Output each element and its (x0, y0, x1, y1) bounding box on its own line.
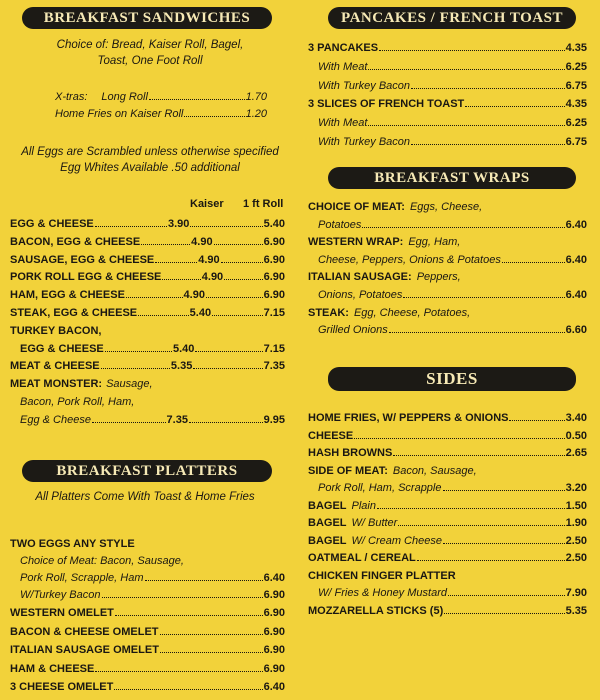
item-name: HOME FRIES, W/ PEPPERS & ONIONS (308, 412, 509, 424)
menu-row (308, 515, 587, 531)
dot-leader (411, 144, 565, 145)
item-desc: Bacon, Pork Roll, Ham, (20, 396, 135, 408)
section-header-breakfast-wraps: BREAKFAST WRAPS (328, 167, 576, 189)
item-desc: Bacon, Sausage, (392, 464, 477, 477)
dot-leader (193, 368, 262, 369)
item-name: BAGEL (308, 499, 347, 512)
menu-row (308, 568, 456, 584)
item-price: 6.90 (263, 607, 285, 619)
item-price: 6.75 (565, 79, 587, 92)
price-foot-roll: 6.90 (263, 271, 285, 284)
item-price: 1.50 (565, 499, 587, 512)
item-name: 3 SLICES OF FRENCH TOAST (308, 98, 465, 111)
dot-leader (114, 689, 262, 690)
price-kaiser: 4.90 (191, 235, 213, 248)
section-header-breakfast-sandwiches: BREAKFAST SANDWICHES (22, 7, 272, 29)
dot-leader (509, 420, 564, 421)
dot-leader (102, 597, 263, 598)
section-header-breakfast-platters: BREAKFAST PLATTERS (22, 460, 272, 482)
menu-row (308, 96, 587, 112)
dot-leader (160, 652, 263, 653)
dot-leader (95, 671, 262, 672)
dot-leader (162, 279, 200, 280)
sandwich-row (10, 252, 285, 268)
dot-leader (411, 88, 565, 89)
menu-row (308, 40, 587, 56)
menu-row (318, 287, 587, 303)
dot-leader (368, 69, 564, 70)
menu-row (318, 217, 587, 233)
xtra-price: 1.70 (245, 91, 267, 103)
platter-row (10, 642, 285, 658)
price-kaiser: 5.40 (189, 307, 212, 319)
platter-choice-meat-2 (20, 570, 285, 586)
sandwich-row (10, 216, 285, 232)
dot-leader (145, 580, 263, 581)
platter-choice-meat (20, 553, 184, 569)
item-desc: Sausage, (106, 378, 153, 391)
menu-row (318, 134, 587, 150)
item-name: HAM & CHEESE (10, 662, 95, 675)
item-price: 3.40 (565, 412, 587, 424)
menu-row (318, 78, 587, 94)
item-name: CHEESE (308, 429, 354, 442)
item-desc: Onions, Potatoes (318, 289, 403, 301)
item-desc: W/ Fries & Honey Mustard (318, 587, 447, 599)
xtra-price: 1.20 (245, 108, 267, 120)
xtras-label: X-tras: (55, 91, 88, 103)
platter-row (10, 679, 285, 695)
item-name: STEAK, EGG & CHEESE (10, 307, 138, 319)
item-name: ITALIAN SAUSAGE OMELET (10, 644, 159, 656)
dot-leader (214, 244, 263, 245)
item-name: SIDE OF MEAT: (308, 464, 388, 477)
dot-leader (160, 634, 263, 635)
item-desc: W/ Cream Cheese (351, 534, 442, 547)
egg-note-line-1: All Eggs are Scrambled unless otherwise specified (21, 146, 279, 158)
item-name: BACON, EGG & CHEESE (10, 235, 141, 248)
dot-leader (126, 297, 183, 298)
item-name: WESTERN OMELET (10, 607, 114, 619)
menu-row (308, 603, 587, 619)
sandwich-row (10, 234, 285, 250)
item-desc: Eggs, Cheese, (409, 201, 483, 213)
item-name: STEAK: (308, 306, 349, 319)
xtra-name: Long Roll (101, 91, 148, 103)
item-desc: W/ Butter (351, 517, 398, 529)
column-header-kaiser: Kaiser (190, 198, 224, 210)
sandwich-row (10, 358, 285, 374)
item-price: 4.35 (565, 98, 587, 111)
dot-leader (184, 116, 244, 117)
dot-leader (417, 560, 565, 561)
dot-leader (389, 332, 565, 333)
menu-row (308, 410, 587, 426)
item-name: 3 CHEESE OMELET (10, 681, 114, 693)
price-foot-roll: 5.40 (263, 218, 285, 230)
item-price: 6.90 (263, 589, 285, 601)
dot-leader (362, 227, 564, 228)
menu-row (308, 234, 460, 250)
item-desc: Potatoes (318, 218, 362, 231)
item-name: BAGEL (308, 534, 347, 547)
choice-line-2: Toast, One Foot Roll (97, 55, 203, 67)
sandwich-row (10, 269, 285, 285)
item-price: 4.35 (565, 42, 587, 54)
dot-leader (444, 613, 564, 614)
item-desc: Choice of Meat: Bacon, Sausage, (20, 555, 184, 567)
item-price: 6.25 (565, 117, 587, 130)
item-name: CHOICE OF MEAT: (308, 201, 405, 213)
sandwich-row (10, 323, 101, 339)
platter-row (10, 624, 285, 640)
item-price: 2.65 (565, 447, 587, 459)
price-kaiser: 4.90 (201, 271, 224, 284)
section-header-sides: SIDES (328, 367, 576, 391)
dot-leader (195, 351, 262, 352)
choice-line-1: Choice of: Bread, Kaiser Roll, Bagel, (56, 39, 244, 51)
sandwich-row (10, 376, 153, 392)
menu-row (308, 199, 482, 215)
menu-row (308, 498, 587, 514)
price-kaiser: 7.35 (166, 413, 188, 426)
item-desc: Pork Roll, Ham, Scrapple (318, 482, 442, 494)
item-name: TURKEY BACON, (10, 324, 102, 337)
item-name: EGG & CHEESE (10, 218, 94, 230)
dot-leader (105, 351, 172, 352)
menu-row (308, 533, 587, 549)
price-kaiser: 5.35 (170, 360, 193, 373)
item-name: With Turkey Bacon (318, 136, 411, 148)
item-name: CHICKEN FINGER PLATTER (308, 569, 456, 582)
sandwich-row (20, 394, 134, 410)
item-name: MEAT & CHEESE (10, 360, 100, 373)
dot-leader (443, 490, 565, 491)
menu-row (318, 115, 587, 131)
sandwich-choice-note (0, 37, 300, 69)
dot-leader (190, 226, 262, 227)
dot-leader (221, 262, 263, 263)
dot-leader (115, 615, 263, 616)
price-foot-roll: 6.90 (263, 253, 286, 266)
item-price: 6.60 (565, 324, 587, 337)
item-desc: Egg, Cheese, Potatoes, (353, 306, 471, 319)
sandwich-row (10, 287, 285, 303)
dot-leader (138, 315, 189, 316)
dot-leader (465, 106, 564, 107)
item-name: OATMEAL / CEREAL (308, 552, 416, 564)
item-desc: Egg, Ham, (408, 236, 461, 249)
sandwich-row (20, 412, 285, 428)
menu-row (308, 445, 587, 461)
item-name: ITALIAN SAUSAGE: (308, 271, 412, 284)
platter-row (10, 605, 285, 621)
item-name: With Turkey Bacon (318, 79, 411, 92)
dot-leader (448, 595, 565, 596)
column-header-one-foot-roll: 1 ft Roll (243, 198, 284, 210)
item-desc: Plain (351, 499, 376, 512)
sandwich-row (20, 341, 285, 357)
price-kaiser: 4.90 (198, 253, 220, 266)
price-foot-roll: 6.90 (263, 235, 285, 248)
egg-note (0, 144, 300, 176)
price-foot-roll: 9.95 (263, 413, 285, 426)
xtra-long-roll (55, 89, 267, 105)
menu-row (308, 269, 461, 285)
item-price: 6.90 (263, 625, 285, 638)
menu-row (318, 322, 587, 338)
price-foot-roll: 7.15 (263, 342, 285, 355)
price-foot-roll: 6.90 (263, 289, 285, 302)
two-eggs-any-style (10, 536, 135, 552)
item-price: 6.40 (263, 681, 285, 693)
menu-row (318, 585, 587, 601)
platters-note: All Platters Come With Toast & Home Fries (35, 491, 255, 503)
item-price: 0.50 (565, 429, 587, 442)
item-price: 6.40 (565, 253, 587, 266)
item-name: MOZZARELLA STICKS (5) (308, 604, 444, 617)
item-name: HASH BROWNS (308, 447, 393, 459)
item-price: 1.90 (565, 517, 587, 529)
dot-leader (393, 455, 564, 456)
item-price: 6.40 (263, 572, 285, 584)
item-name: PORK ROLL EGG & CHEESE (10, 271, 162, 284)
item-desc: Grilled Onions (318, 324, 388, 337)
dot-leader (379, 50, 564, 51)
menu-row (318, 252, 587, 268)
dot-leader (149, 99, 245, 100)
dot-leader (502, 262, 565, 263)
xtra-home-fries (55, 106, 267, 122)
item-desc: Pork Roll, Scrapple, Ham (20, 572, 144, 584)
menu-row (308, 305, 470, 321)
dot-leader (95, 226, 167, 227)
item-name: SAUSAGE, EGG & CHEESE (10, 253, 155, 266)
item-name: WESTERN WRAP: (308, 236, 404, 249)
menu-row (318, 59, 587, 75)
item-name: TWO EGGS ANY STYLE (10, 538, 135, 550)
menu-row (308, 463, 477, 479)
platter-turkey-bacon (20, 587, 285, 603)
platter-row (10, 661, 285, 677)
item-price: 6.90 (263, 662, 285, 675)
dot-leader (155, 262, 197, 263)
sandwich-row (10, 305, 285, 321)
dot-leader (368, 125, 564, 126)
item-price: 2.50 (565, 552, 587, 564)
item-name: BACON & CHEESE OMELET (10, 625, 159, 638)
item-price: 3.20 (565, 482, 587, 494)
dot-leader (206, 297, 263, 298)
price-foot-roll: 7.15 (263, 307, 286, 319)
price-kaiser: 5.40 (172, 342, 195, 355)
item-name: MEAT MONSTER: (10, 378, 103, 391)
dot-leader (92, 422, 166, 423)
item-name: HAM, EGG & CHEESE (10, 289, 125, 302)
item-desc: Cheese, Peppers, Onions & Potatoes (318, 253, 501, 266)
item-desc: W/Turkey Bacon (20, 589, 101, 601)
egg-note-line-2: Egg Whites Available .50 additional (60, 162, 240, 174)
dot-leader (224, 279, 262, 280)
dot-leader (212, 315, 263, 316)
item-name: 3 PANCAKES (308, 42, 379, 54)
menu-row (308, 428, 587, 444)
item-desc: Egg & Cheese (20, 413, 91, 426)
xtra-name: Home Fries on Kaiser Roll (55, 108, 184, 120)
item-price: 6.40 (565, 218, 587, 231)
dot-leader (443, 543, 565, 544)
dot-leader (189, 422, 263, 423)
item-price: 5.35 (565, 604, 587, 617)
item-name: With Meat (318, 117, 368, 130)
item-price: 2.50 (565, 534, 587, 547)
dot-leader (354, 438, 564, 439)
item-name: With Meat (318, 60, 368, 73)
price-kaiser: 3.90 (167, 218, 190, 230)
section-header-pancakes-french-toast: PANCAKES / FRENCH TOAST (328, 7, 576, 29)
dot-leader (141, 244, 190, 245)
dot-leader (398, 525, 564, 526)
item-price: 6.75 (565, 136, 587, 148)
menu-row (308, 550, 587, 566)
item-desc: Peppers, (416, 271, 461, 284)
dot-leader (377, 508, 565, 509)
price-kaiser: 4.90 (183, 289, 205, 302)
dot-leader (403, 297, 564, 298)
item-price: 6.40 (565, 289, 587, 301)
item-price: 6.25 (565, 60, 587, 73)
item-price: 6.90 (263, 644, 285, 656)
item-name: BAGEL (308, 517, 347, 529)
menu-row (318, 480, 587, 496)
item-name: EGG & CHEESE (20, 342, 104, 355)
dot-leader (101, 368, 170, 369)
item-price: 7.90 (565, 587, 587, 599)
price-foot-roll: 7.35 (263, 360, 286, 373)
